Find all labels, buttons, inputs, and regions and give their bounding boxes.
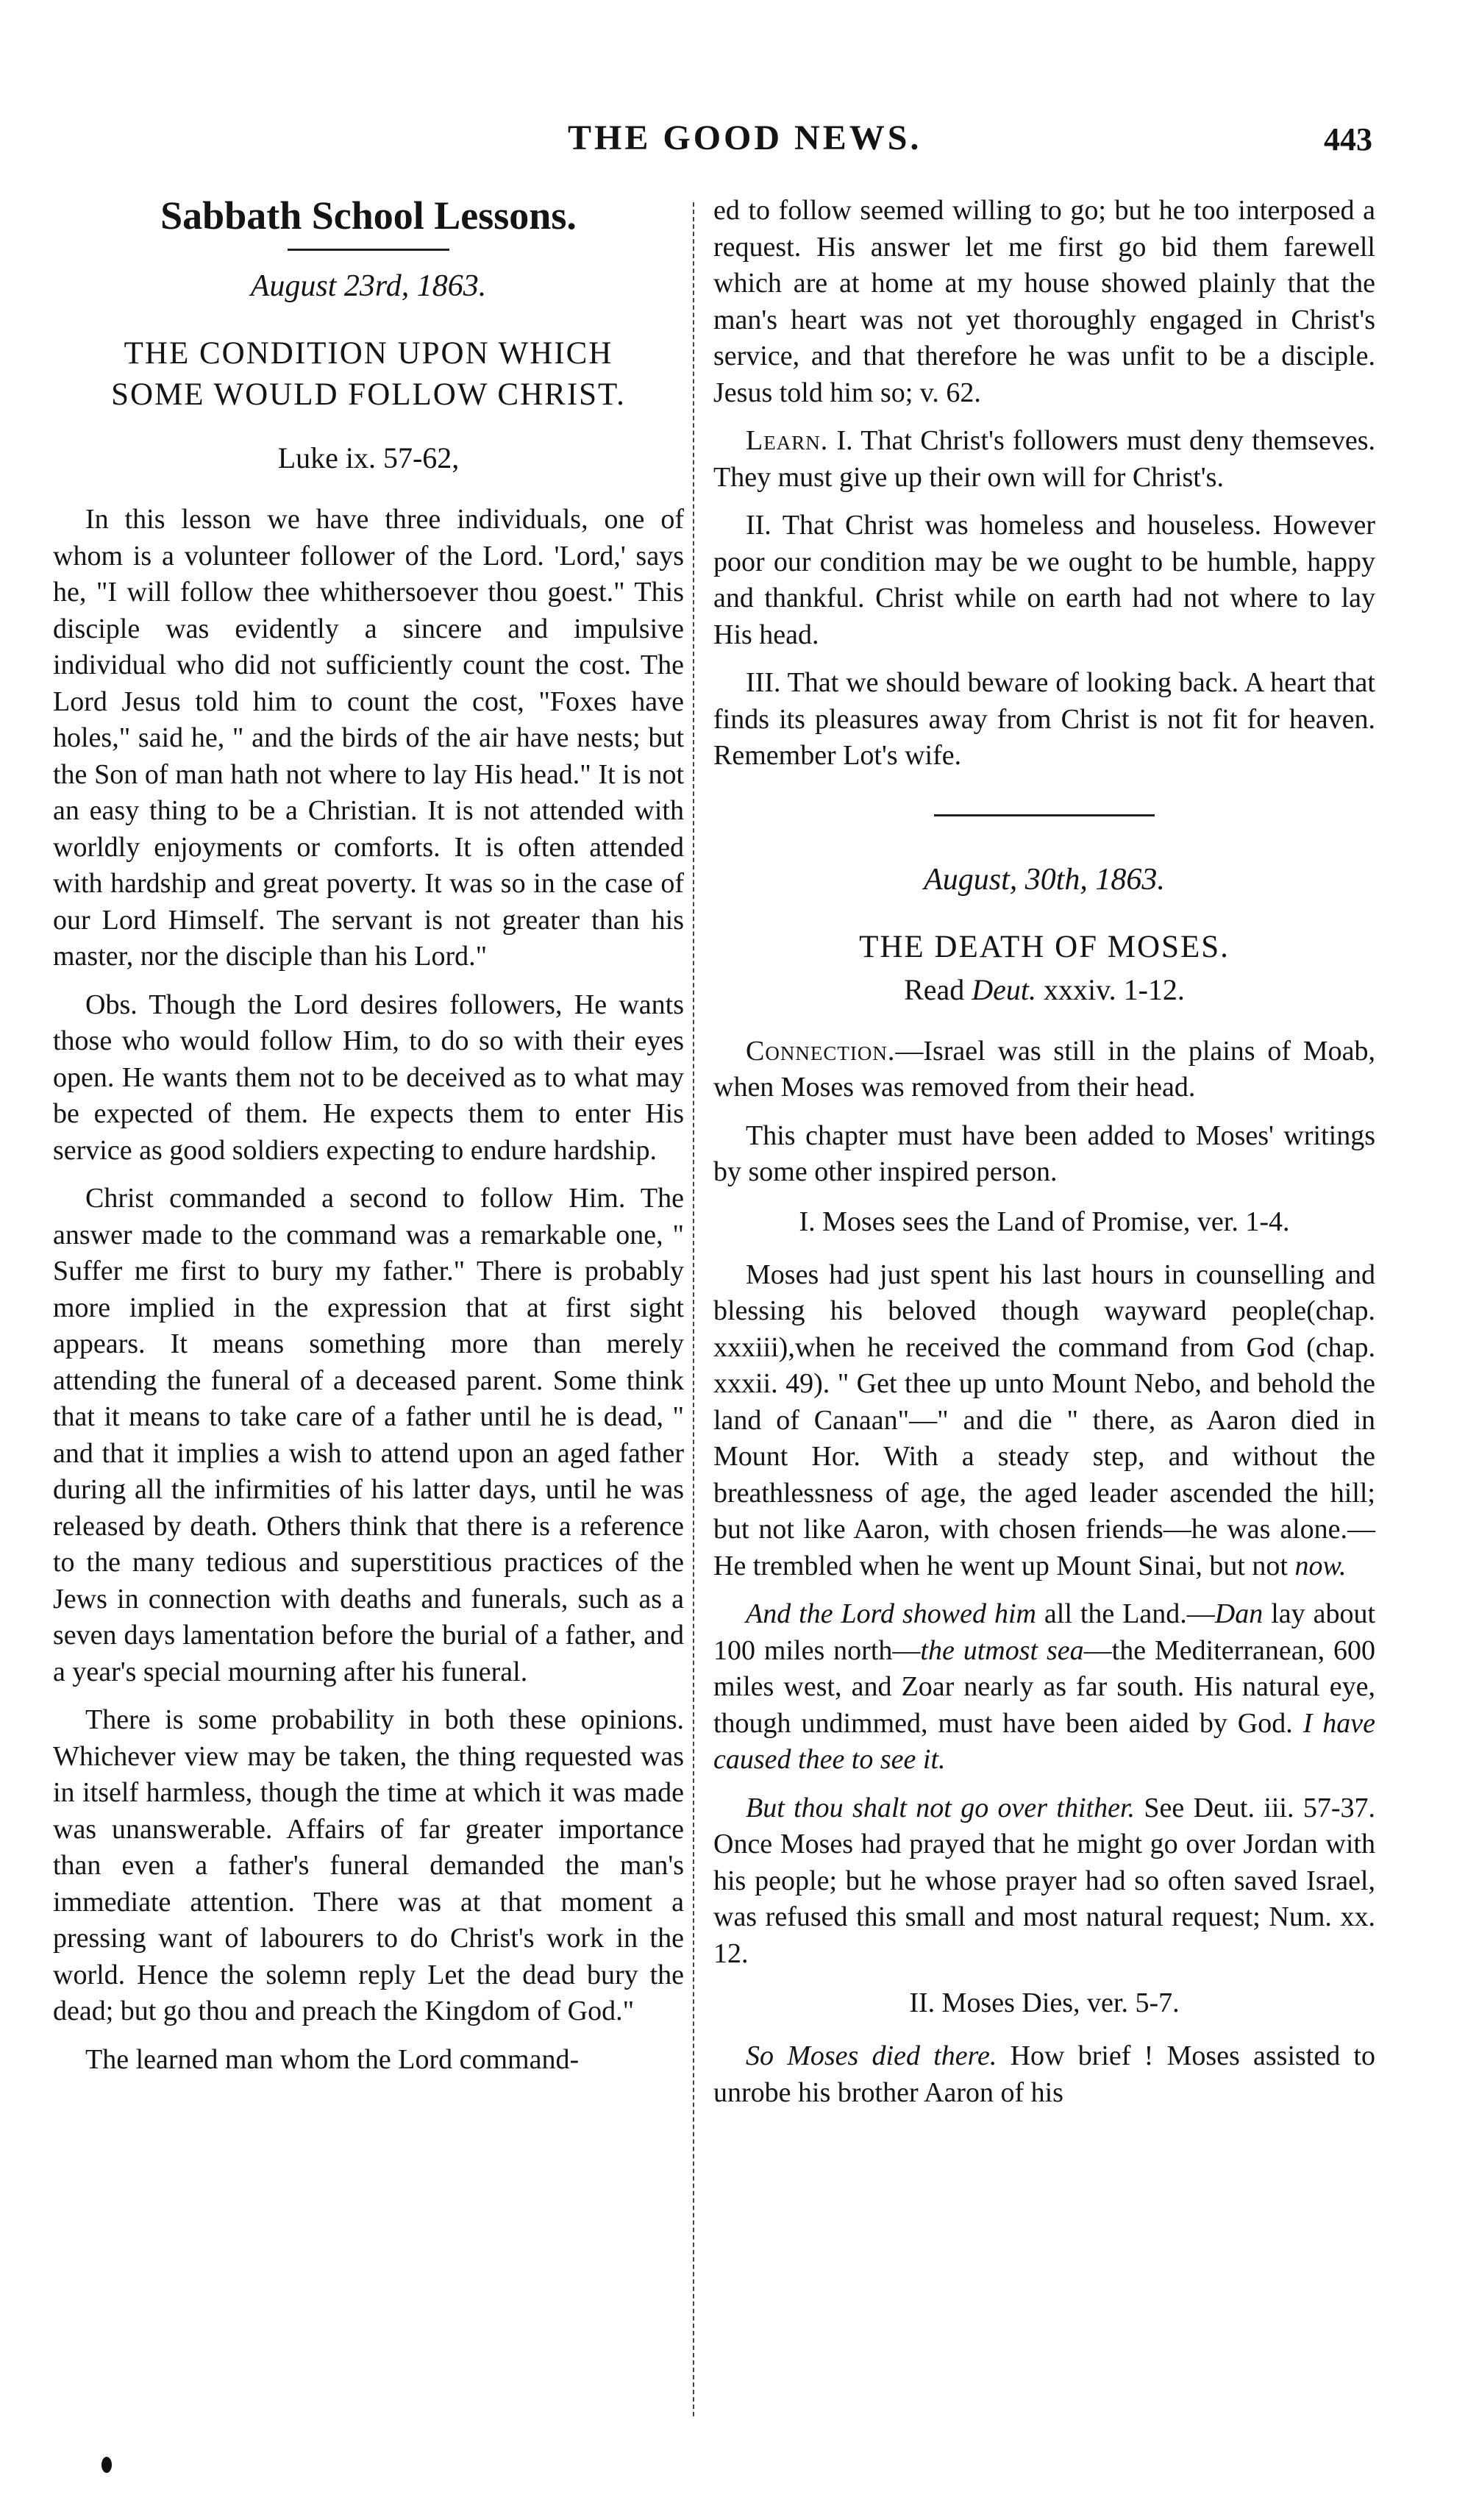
paragraph: Obs. Though the Lord desires followers, He wants those who would follow Him, to do so with their eyes open. He wants them not to be deceived as to what may be expected of them. He expects them to enter His service as good soldiers expecting to endure hardship. <box>53 989 684 1166</box>
learn-point: III. That we should beware of looking back. A heart that finds its pleasures away from Christ is not fit for heaven. Remember Lot's wife. <box>713 667 1375 771</box>
paragraph: There is some probability in both these opinions. Whichever view may be taken, the thing requested was in itself harmless, though the time at which it was made was unanswerable. Affairs of far greater importance than even a father's funeral demanded the man's immediate attention. There was at that moment a pressing want of labourers to do Christ's work in the world. Hence the solemn reply Let the dead bury the dead; but go thou and preach the Kingdom of God." <box>53 1704 684 2026</box>
learn-point: Learn. I. That Christ's followers must deny themseves. They must give up their own will for Christ's. <box>713 425 1375 493</box>
running-head-title: THE GOOD NEWS. <box>568 118 922 157</box>
title-rule <box>288 249 449 251</box>
paragraph: The learned man whom the Lord command- <box>85 2043 580 2075</box>
page-number: 443 <box>1324 121 1372 157</box>
paragraph: So Moses died there. How brief ! Moses assisted to unrobe his brother Aaron of his <box>713 2040 1375 2108</box>
paragraph: Christ commanded a second to follow Him. The answer made to the command was a remarkable one, " Suffer me first to bury my father." There is probably more implied in the expression that at first sight appears. It means something more than merely attending the funeral of a deceased parent. Some think that it means to take care of a father until he is dead, " and that it implies a wish to attend upon an aged father during all the infirmities of his latter days, until he was released by death. Others think that there is a reference to the many tedious and superstitious practices of the Jews in connection with deaths and funerals, such as a seven days lamentation before the burial of a father, and a year's special mourning after his funeral. <box>53 1183 684 1687</box>
paragraph: ed to follow seemed willing to go; but he too interposed a request. His answer let me first go bid them farewell which are at home at my house showed plainly that the man's heart was not yet thoroughly engaged in Christ's service, and that therefore he was unfit to be a disciple. Jesus told him so; v. 62. <box>713 195 1375 408</box>
column-divider <box>693 202 694 2416</box>
scripture-reading: Luke ix. 57-62, <box>277 441 460 474</box>
paragraph: This chapter must have been added to Moses' writings by some other inspired person. <box>713 1120 1375 1187</box>
paragraph: And the Lord showed him all the Land.—Dan lay about 100 miles north—the utmost sea—the Mediterranean, 600 miles west, and Zoar nearly as far south. His natural eye, though undimmed, must have been aided by God. I have caused thee to see it. <box>713 1598 1376 1775</box>
scripture-reading: Read Deut. xxxiv. 1-12. <box>904 972 1185 1006</box>
connection-paragraph: Connection.—Israel was still in the plains of Moab, when Moses was removed from their head. <box>713 1035 1375 1103</box>
paragraph: But thou shalt not go over thither. See Deut. iii. 57-37. Once Moses had prayed that he might go over Jordan with his people; but he whose prayer had so often saved Israel, was refused this small and most natural request; Num. xx. 12. <box>713 1792 1375 1969</box>
lesson-date: August, 30th, 1863. <box>924 862 1165 897</box>
section-divider <box>934 814 1155 816</box>
lesson-title-line-1: THE CONDITION UPON WHICH <box>124 336 613 371</box>
subheading: I. Moses sees the Land of Promise, ver. 1-4. <box>799 1206 1290 1237</box>
paragraph: In this lesson we have three individuals, one of whom is a volunteer follower of the Lord. 'Lord,' says he, "I will follow thee whithersoever thou goest." This disciple was evidently a sincere and impulsive individual who did not sufficiently count the cost. The Lord Jesus told him to count the cost, "Foxes have holes," said he, " and the birds of the air have nests; but the Son of man hath not where to lay His head." It is not an easy thing to be a Christian. It is not attended with worldly enjoyments or comforts. It is often attended with hardship and great poverty. It was so in the case of our Lord Himself. The servant is not greater than his master, nor the disciple than his Lord." <box>53 504 684 972</box>
lesson-title: THE DEATH OF MOSES. <box>859 929 1230 964</box>
running-header <box>0 118 1479 169</box>
ink-mark <box>101 2457 112 2473</box>
learn-point: II. That Christ was homeless and houseless. However poor our condition may be we ought to be humble, happy and thankful. Christ while on earth had not where to lay His head. <box>713 510 1375 650</box>
subheading: II. Moses Dies, ver. 5-7. <box>909 1987 1180 2018</box>
learn-label: Learn. <box>746 425 829 456</box>
left-column <box>53 193 684 2090</box>
lesson-date: August 23rd, 1863. <box>250 269 487 303</box>
lesson-title <box>53 333 684 416</box>
section-title: Sabbath School Lessons. <box>160 193 577 238</box>
right-column <box>713 193 1375 2123</box>
lesson-title-line-2: SOME WOULD FOLLOW CHRIST. <box>111 377 626 412</box>
paragraph: Moses had just spent his last hours in counselling and blessing his beloved though wayward people(chap. xxxiii),when he received the command from God (chap. xxxii. 49). " Get thee up unto Mount Nebo, and behold the land of Canaan"—" and die " there, as Aaron died in Mount Hor. With a steady step, and without the breathlessness of age, the aged leader ascended the hill; but not like Aaron, with chosen friends—he was alone.—He trembled when he went up Mount Sinai, but not now. <box>713 1259 1375 1581</box>
